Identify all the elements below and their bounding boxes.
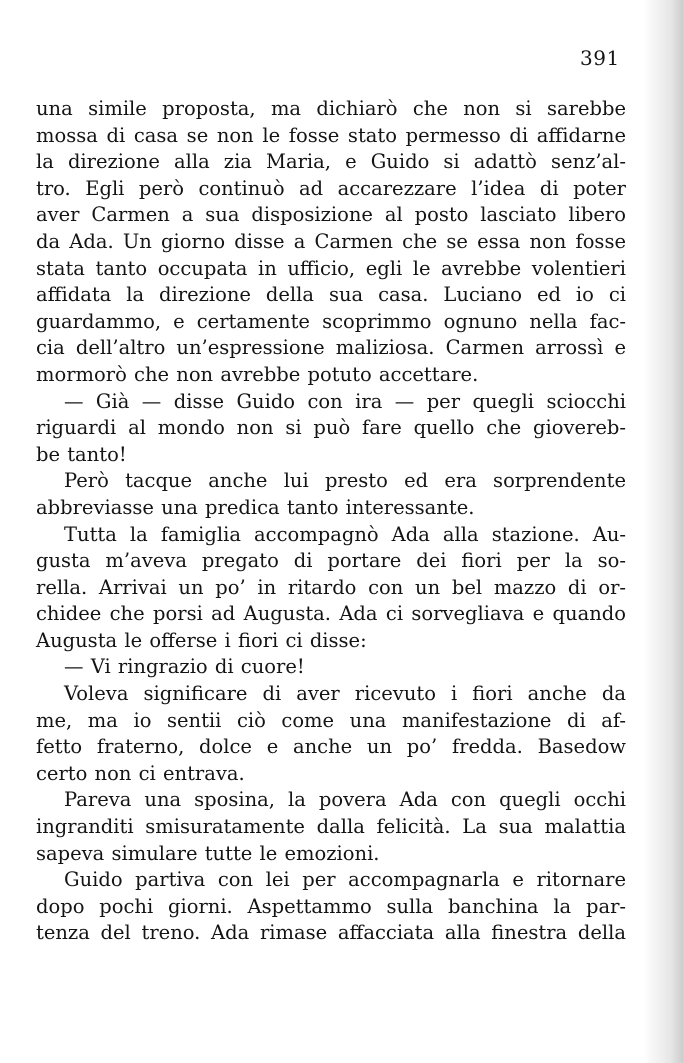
text-line: Però tacque anche lui presto ed era sorprendente [64, 469, 626, 493]
text-line: abbreviasse una predica tanto interessante. [36, 495, 475, 519]
text-line: da Ada. Un giorno disse a Carmen che se essa non fosse [36, 229, 626, 253]
text-line: — Vi ringrazio di cuore! [64, 655, 305, 679]
text-line: Voleva significare di aver ricevuto i fiori anche da [64, 682, 626, 706]
text-line: me, ma io sentii ciò come una manifestazione di af- [36, 708, 626, 732]
page-edge-shadow [643, 0, 683, 1063]
text-line: rella. Arrivai un po’ in ritardo con un bel mazzo di or- [36, 575, 626, 599]
text-line: gusta m’aveva pregato di portare dei fiori per la so- [36, 549, 626, 573]
text-line: sapeva simulare tutte le emozioni. [36, 841, 380, 865]
text-line: be tanto! [36, 442, 127, 466]
text-line: chidee che porsi ad Augusta. Ada ci sorvegliava e quando [36, 602, 626, 626]
text-line: fetto fraterno, dolce e anche un po’ fredda. Basedow [36, 735, 626, 759]
text-line: Pareva una sposina, la povera Ada con quegli occhi [64, 788, 626, 812]
text-line: stata tanto occupata in ufficio, egli le avrebbe volentieri [36, 256, 626, 280]
text-line: dopo pochi giorni. Aspettammo sulla banchina la par- [36, 894, 626, 918]
text-line: una simile proposta, ma dichiarò che non si sarebbe [36, 97, 626, 120]
text-line: riguardi al mondo non si può fare quello che giovereb- [36, 416, 626, 440]
text-line: certo non ci entrava. [36, 761, 245, 785]
text-line: mormorò che non avrebbe potuto accettare. [36, 362, 479, 386]
text-line: Augusta le offerse i fiori ci disse: [36, 628, 367, 652]
text-line: Guido partiva con lei per accompagnarla e ritornare [64, 868, 626, 892]
page-number: 391 [580, 46, 620, 70]
text-line: affidata la direzione della sua casa. Luciano ed io ci [36, 283, 626, 307]
text-line: la direzione alla zia Maria, e Guido si adattò senz’al- [36, 150, 626, 174]
text-line: Tutta la famiglia accompagnò Ada alla stazione. Au- [64, 522, 626, 546]
text-line: ingranditi smisuratamente dalla felicità. La sua malattia [36, 815, 626, 839]
text-line: cia dell’altro un’espressione maliziosa. Carmen arrossì e [36, 336, 626, 360]
text-line: tro. Egli però continuò ad accarezzare l’idea di poter [36, 176, 626, 200]
text-line: mossa di casa se non le fosse stato permesso di affidarne [36, 123, 626, 147]
text-line: tenza del treno. Ada rimase affacciata alla finestra della [36, 921, 626, 945]
text-line: guardammo, e certamente scoprimmo ognuno nella fac- [36, 309, 626, 333]
body-text [36, 96, 626, 947]
text-line: — Già — disse Guido con ira — per quegli sciocchi [64, 389, 626, 413]
text-line: aver Carmen a sua disposizione al posto lasciato libero [36, 203, 626, 227]
